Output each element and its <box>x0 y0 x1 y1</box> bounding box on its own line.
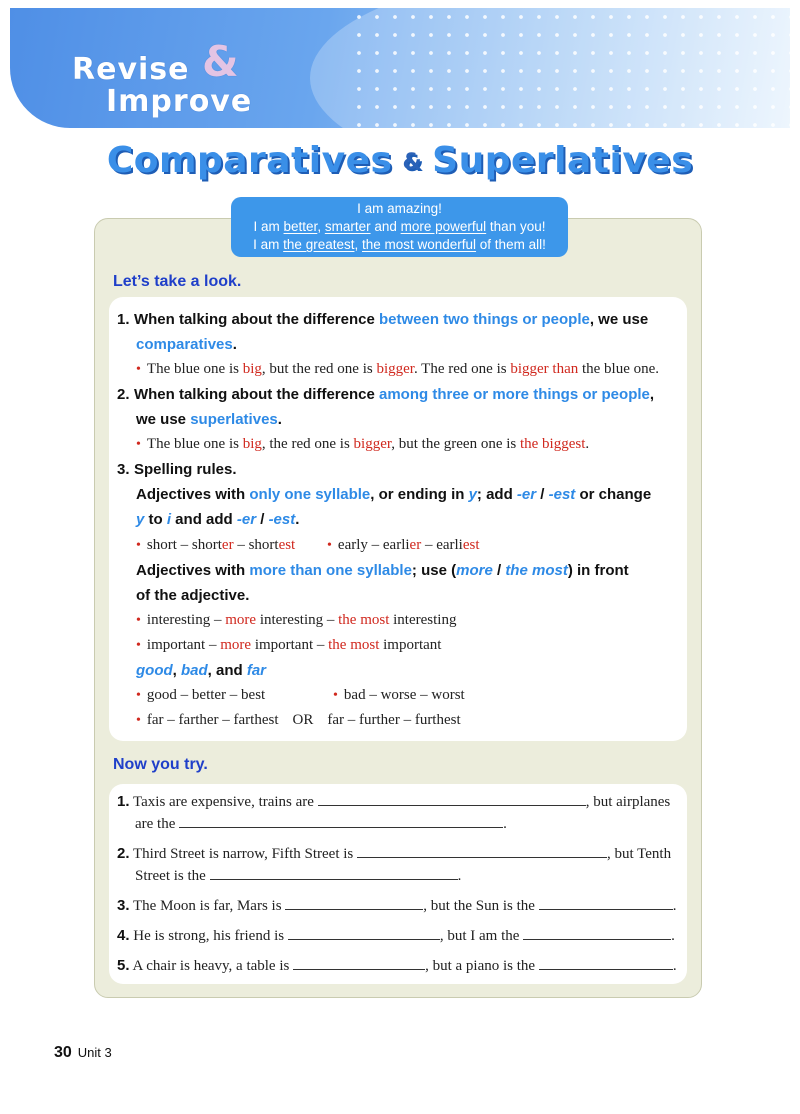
exercise-card <box>109 784 687 984</box>
bullet-icon: • <box>136 613 141 628</box>
rule-1-line-2: comparatives. <box>136 336 237 353</box>
example-3b: • early – earlier – earliest <box>327 537 480 553</box>
answer-blank-2b[interactable] <box>210 867 458 880</box>
page-footer <box>54 1044 112 1062</box>
rule-3-line-4: of the adjective. <box>136 587 250 604</box>
page-number: 30 <box>54 1044 72 1061</box>
answer-blank-3b[interactable] <box>539 897 673 910</box>
bullet-icon: • <box>136 638 141 653</box>
example-2: • The blue one is big, the red one is bigger, but the green one is the biggest. <box>136 436 590 452</box>
answer-blank-4a[interactable] <box>288 927 440 940</box>
rule-2-line-1: 2. When talking about the difference among three or more things or people, <box>117 386 655 403</box>
bullet-icon: • <box>327 538 332 553</box>
title-ampersand: & <box>402 149 423 175</box>
rule-3-line-1: Adjectives with only one syllable, or ending in y; add -er / -est or change <box>136 486 652 503</box>
answer-blank-1a[interactable] <box>318 793 586 806</box>
page-title <box>0 140 800 181</box>
answer-blank-5a[interactable] <box>293 957 425 970</box>
brand-line-1: Revise <box>72 52 190 87</box>
answer-blank-2a[interactable] <box>357 845 607 858</box>
bullet-icon: • <box>136 437 141 452</box>
question-2-line-2: Street is the . <box>135 868 462 884</box>
example-7: • far – farther – farthest OR far – further – furthest <box>136 712 461 728</box>
speech-bubble <box>231 197 568 257</box>
answer-blank-1b[interactable] <box>179 815 503 828</box>
example-4: • interesting – more interesting – the most interesting <box>136 612 457 628</box>
star-pattern-decoration <box>350 8 790 128</box>
example-5: • important – more important – the most important <box>136 637 442 653</box>
rule-2-line-2: we use superlatives. <box>136 411 282 428</box>
rule-1-line-1: 1. When talking about the difference between two things or people, we use <box>117 311 649 328</box>
question-1-line-2: are the . <box>135 816 507 832</box>
question-1-line-1: 1. Taxis are expensive, trains are , but airplanes <box>117 793 671 810</box>
bullet-icon: • <box>136 688 141 703</box>
title-superlatives: Superlatives <box>432 140 694 181</box>
speech-line-1: I am amazing! <box>357 201 442 216</box>
example-3a: • short – shorter – shortest <box>136 537 296 553</box>
bullet-icon: • <box>136 362 141 377</box>
example-1: • The blue one is big, but the red one is bigger. The red one is bigger than the blue one. <box>136 361 660 377</box>
lets-take-a-look-heading: Let’s take a look. <box>113 273 242 290</box>
bullet-icon: • <box>136 713 141 728</box>
speech-line-2: I am better, smarter and more powerful than you! <box>253 219 546 234</box>
answer-blank-5b[interactable] <box>539 957 673 970</box>
answer-blank-4b[interactable] <box>523 927 671 940</box>
title-comparatives: Comparatives <box>106 140 393 181</box>
bullet-icon: • <box>136 538 141 553</box>
speech-line-3: I am the greatest, the most wonderful of them all! <box>253 237 546 252</box>
brand-line-2: Improve <box>106 84 253 119</box>
question-3: 3. The Moon is far, Mars is , but the Sun is the . <box>117 897 677 914</box>
rule-3-heading: 3. Spelling rules. <box>117 461 237 478</box>
example-6a: • good – better – best <box>136 687 266 703</box>
rules-card <box>109 297 687 741</box>
unit-label: Unit 3 <box>77 1045 112 1060</box>
irregular-heading: good, bad, and far <box>136 662 267 679</box>
example-6b: • bad – worse – worst <box>333 687 465 703</box>
revise-improve-logo <box>72 37 253 119</box>
bullet-icon: • <box>333 688 338 703</box>
brand-ampersand: & <box>202 37 240 86</box>
question-4: 4. He is strong, his friend is , but I am the . <box>117 927 675 944</box>
answer-blank-3a[interactable] <box>285 897 423 910</box>
rule-3-line-2: y to i and add -er / -est. <box>136 511 300 528</box>
rule-3-line-3: Adjectives with more than one syllable; use (more / the most) in front <box>136 562 629 579</box>
question-5: 5. A chair is heavy, a table is , but a piano is the . <box>117 957 677 974</box>
question-2-line-1: 2. Third Street is narrow, Fifth Street is , but Tenth <box>117 845 672 862</box>
now-you-try-heading: Now you try. <box>113 756 208 773</box>
